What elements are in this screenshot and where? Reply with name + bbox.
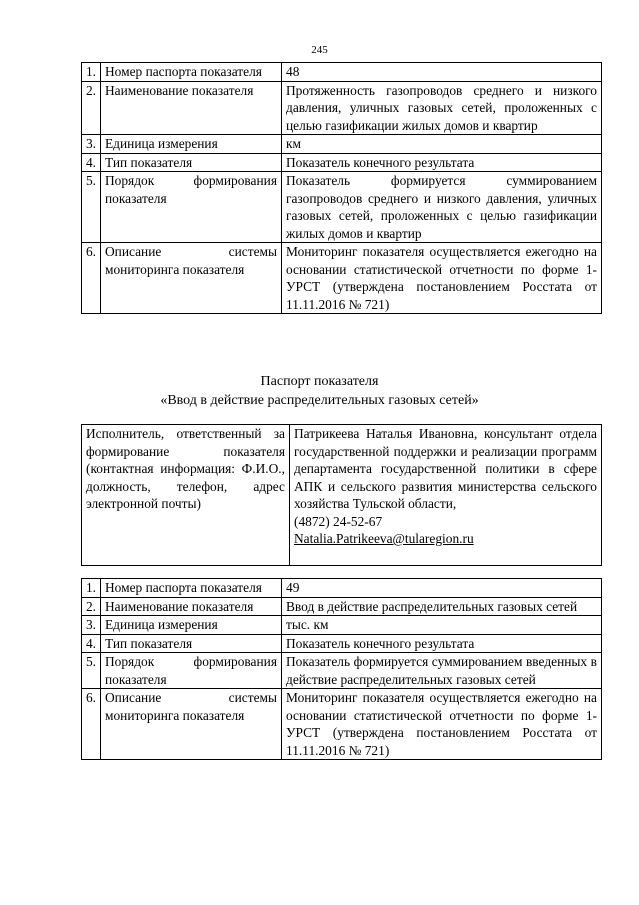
row-value: Показатель формируется суммированием газопроводов среднего и низкого давления, уличных газовых сетей, проложенных с целью газификации жилых домов и квартир — [282, 172, 602, 243]
table-row — [82, 81, 602, 135]
row-value: Показатель формируется суммированием введенных в действие распределительных газовых сетей — [282, 653, 602, 689]
row-value: Мониторинг показателя осуществляется ежегодно на основании статистической отчетности по форме 1-УРСТ (утверждена постановлением Росстата от 11.11.2016 № 721) — [282, 243, 602, 314]
row-number: 1. — [82, 63, 101, 82]
row-label: Тип показателя — [101, 153, 282, 172]
row-label: Порядок формирования показателя — [101, 172, 282, 243]
row-value: км — [282, 135, 602, 154]
row-number: 4. — [82, 634, 101, 653]
row-value: Мониторинг показателя осуществляется ежегодно на основании статистической отчетности по форме 1-УРСТ (утверждена постановлением Росстата от 11.11.2016 № 721) — [282, 689, 602, 760]
row-label: Наименование показателя — [101, 597, 282, 616]
table-row — [82, 689, 602, 760]
row-label: Описание системы мониторинга показателя — [101, 243, 282, 314]
row-number: 5. — [82, 172, 101, 243]
row-label: Номер паспорта показателя — [101, 579, 282, 598]
table-row — [82, 634, 602, 653]
row-number: 2. — [82, 81, 101, 135]
passport-heading-title: Паспорт показателя — [260, 374, 379, 389]
executor-info — [290, 425, 602, 566]
table-row — [82, 616, 602, 635]
row-number: 6. — [82, 689, 101, 760]
row-value: Показатель конечного результата — [282, 153, 602, 172]
table-row — [82, 597, 602, 616]
row-number: 4. — [82, 153, 101, 172]
row-number: 5. — [82, 653, 101, 689]
passport-48-table — [81, 62, 602, 314]
row-label: Порядок формирования показателя — [101, 653, 282, 689]
passport-49-table — [81, 578, 602, 760]
executor-phone: (4872) 24-52-67 — [294, 513, 383, 529]
row-label: Номер паспорта показателя — [101, 63, 282, 82]
row-number: 1. — [82, 579, 101, 598]
row-value: тыс. км — [282, 616, 602, 635]
row-number: 3. — [82, 135, 101, 154]
spacer — [294, 548, 597, 565]
row-number: 6. — [82, 243, 101, 314]
passport-heading-subtitle: «Ввод в действие распределительных газовых сетей» — [160, 393, 479, 408]
row-value: 49 — [282, 579, 602, 598]
table-row — [82, 653, 602, 689]
executor-table — [81, 424, 602, 566]
row-label: Наименование показателя — [101, 81, 282, 135]
table-row — [82, 63, 602, 82]
row-label: Единица измерения — [101, 135, 282, 154]
row-number: 3. — [82, 616, 101, 635]
row-value: Показатель конечного результата — [282, 634, 602, 653]
executor-label: Исполнитель, ответственный за формирование показателя (контактная информация: Ф.И.О., должность, телефон, адрес электронной почты) — [82, 425, 290, 566]
executor-value: Патрикеева Наталья Ивановна, консультант отдела государственной поддержки и реализации программ департамента государственной политики в сфере АПК и сельского развития министерства сельского хозяйства Тульской области, — [294, 426, 597, 511]
row-value: 48 — [282, 63, 602, 82]
table-row — [82, 172, 602, 243]
table-row — [82, 243, 602, 314]
table-row — [82, 579, 602, 598]
page-number: 245 — [311, 44, 328, 56]
row-value: Ввод в действие распределительных газовых сетей — [282, 597, 602, 616]
row-number: 2. — [82, 597, 101, 616]
table-row — [82, 425, 602, 566]
row-value: Протяженность газопроводов среднего и низкого давления, уличных газовых сетей, проложенных с целью газификации жилых домов и квартир — [282, 81, 602, 135]
table-row — [82, 153, 602, 172]
row-label: Единица измерения — [101, 616, 282, 635]
table-row — [82, 135, 602, 154]
executor-email-link[interactable]: Natalia.Patrikeeva@tularegion.ru — [294, 531, 474, 546]
row-label: Описание системы мониторинга показателя — [101, 689, 282, 760]
row-label: Тип показателя — [101, 634, 282, 653]
